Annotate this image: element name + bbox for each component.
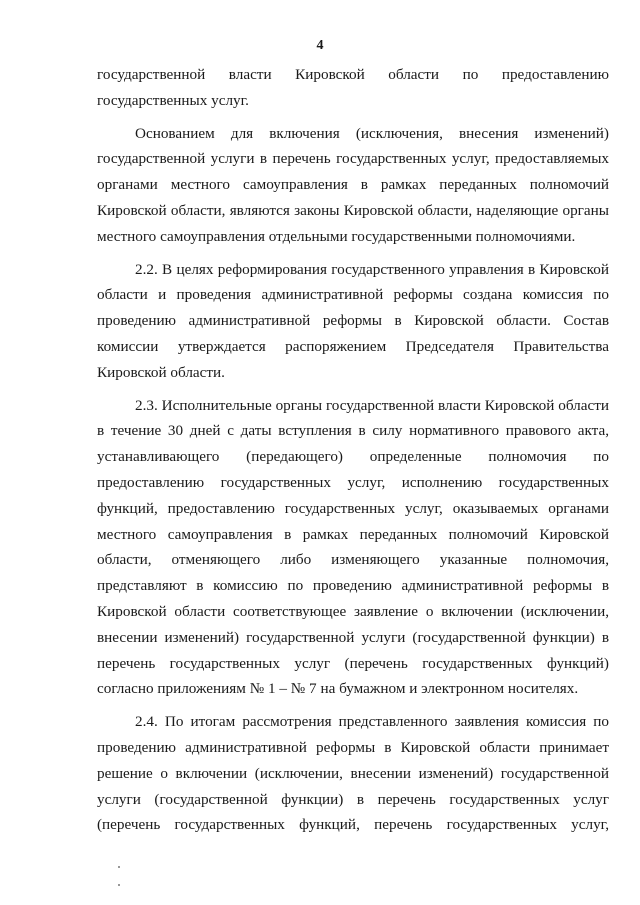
text-line: местного самоуправления в рамках переданных полномочий Кировской	[97, 525, 609, 543]
paragraph-continuation	[97, 62, 609, 114]
page-number: 4	[316, 38, 324, 53]
text-line: внесении изменений) государственной услуги (государственной функции) в	[97, 628, 609, 646]
text-line: Кировской области.	[97, 363, 225, 381]
text-line: государственной власти Кировской области по предоставлению	[97, 66, 609, 83]
text-line: Кировской области соответствующее заявление о включении (исключении,	[97, 602, 609, 620]
scan-speck	[118, 866, 120, 868]
text-line: устанавливающего (передающего) определенные полномочия по	[97, 448, 609, 466]
text-line: государственных услуг.	[97, 91, 249, 109]
text-line: области и проведения административной реформы создана комиссия по	[97, 286, 609, 304]
text-line: органами местного самоуправления в рамках переданных полномочий	[97, 176, 609, 194]
text-line: согласно приложениям № 1 – № 7 на бумажном и электронном носителях.	[97, 680, 579, 698]
text-line: 2.2. В целях реформирования государственного управления в Кировской	[135, 260, 609, 278]
text-line: 2.3. Исполнительные органы государственной власти Кировской области	[135, 396, 609, 414]
paragraph-2-2	[97, 257, 609, 386]
scan-speck	[118, 884, 120, 886]
text-line: области, отменяющего либо изменяющего указанные полномочия,	[97, 551, 609, 569]
text-line: в течение 30 дней с даты вступления в силу нормативного правового акта,	[97, 422, 609, 440]
text-line: 2.4. По итогам рассмотрения представленного заявления комиссия по	[135, 713, 609, 731]
text-line: Кировской области, являются законы Кировской области, наделяющие органы	[97, 201, 609, 219]
text-line: представляют в комиссию по проведению административной реформы в	[97, 577, 609, 595]
text-line: (перечень государственных функций, перечень государственных услуг,	[97, 816, 609, 834]
text-line: комиссии утверждается распоряжением Председателя Правительства	[97, 337, 609, 355]
paragraph-2-3	[97, 393, 609, 703]
paragraph-basis	[97, 121, 609, 250]
text-line: предоставлению государственных услуг, исполнению государственных	[97, 473, 609, 491]
text-line: решение о включении (исключении, внесении изменений) государственной	[97, 764, 609, 782]
document-body	[97, 62, 609, 838]
text-line: государственной услуги в перечень государственных услуг, предоставляемых	[97, 150, 609, 168]
text-line: функций, предоставлению государственных услуг, оказываемых органами	[97, 499, 609, 517]
text-line: проведению административной реформы в Кировской области. Состав	[97, 312, 609, 330]
paragraph-2-4	[97, 709, 609, 838]
text-line: услуги (государственной функции) в перечень государственных услуг	[97, 790, 609, 808]
text-line: Основанием для включения (исключения, внесения изменений)	[135, 124, 609, 142]
text-line: перечень государственных услуг (перечень государственных функций)	[97, 654, 609, 672]
text-line: местного самоуправления отдельными государственными полномочиями.	[97, 227, 576, 245]
text-line: проведению административной реформы в Кировской области принимает	[97, 738, 609, 756]
